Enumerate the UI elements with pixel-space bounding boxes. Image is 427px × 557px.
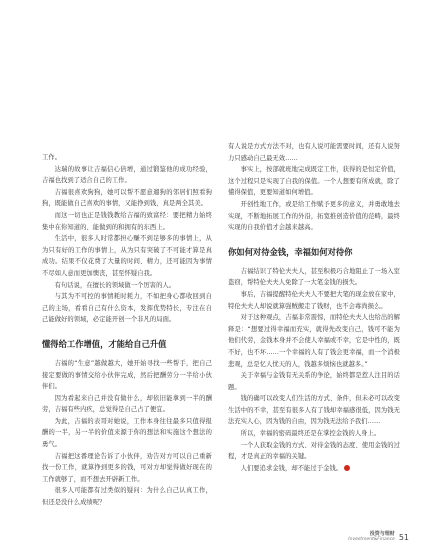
paragraph: 达瑞的故事让吉福信心倍增，通过锻鉴他的成功经验，吉福也找到了适合自己的工作。 bbox=[42, 165, 212, 185]
paragraph: 与其为不可控的事情耗时耗力，不如把身心都收回到自己的主场，看看自己有什么资本，发挥优势特长，专注在自己能做好的领域，必定能开创一个非凡的局面。 bbox=[42, 293, 212, 324]
paragraph: 生活中，很多人时常都担心赚不到足够多的事情上，从为只有好的工作的事情上，从为只有突破了不可能才算是真成功。结果不仅花费了大量的时间、精力，还可能因为事情不尽如人意而更加懊丧，甚至怀疑自我。 bbox=[42, 235, 212, 277]
paragraph: 吉福结识了特伦夫夫人，甚至积极巧合地阻止了一场入室盗窃，帮特伦夫夫人免除了一大笔金钱的损失。 bbox=[228, 267, 400, 287]
paragraph: 事后，吉福提醒特伦夫夫人不要把大笔的现金放在家中，特伦夫夫人却说就算强贼搬走了钱财，也不会毒尚损么。 bbox=[228, 290, 400, 310]
paragraph: 对于这种观点，吉福非常震惊，而特伦夫夫人也给出的解释是：“想要过得幸福而充实，就得先改变自己，钱可不能为他们代劳，金钱本身并不会使人幸福或不幸，它是中性的，既不好，也不坏……一个幸福的人有了钱会更幸福，而一个消极悲观，总是忆人忧天的人，钱越多烦恼也就越多。” bbox=[228, 314, 400, 368]
end-mark-icon bbox=[344, 465, 350, 471]
paragraph-text: 人们要追求金钱，却不能过于金钱。 bbox=[240, 464, 343, 472]
paragraph: 钱的确可以改变人们生活的方式、条件，但未必可以改变生活中的不幸，甚至有很多人有了钱却幸福感很低，因为钱无法充实人心，因为钱的自由，因为钱无法给予我们…… bbox=[228, 395, 400, 426]
paragraph: 工作。 bbox=[42, 154, 62, 161]
paragraph: 很多人可能都有过类似的疑问：为什么自己认真工作，但还是没什么成绩呢？ bbox=[42, 487, 212, 507]
magazine-name-cn: 投资与理财 bbox=[369, 531, 395, 537]
magazine-name-en: Investment&Finance bbox=[348, 537, 395, 542]
section-heading: 你如何对待金钱，幸福如何对待你 bbox=[228, 246, 353, 257]
paragraph: 为此，吉福的表哥对她说，工作本身往往最多只值得报酬的一半，另一半的价值来源于你的想法和实施这个想法的勇气。 bbox=[42, 417, 212, 449]
right-column bbox=[228, 141, 400, 474]
section-heading: 懂得给工作增值，才能给自己升值 bbox=[42, 338, 167, 349]
paragraph: 吉福很喜欢狗狗，她可以帮不愿意遛狗的邻居们照看狗狗，既能做自己喜欢的事情，又能挣到钱，真是两全其美。 bbox=[42, 188, 212, 208]
paragraph: 开创性地工作，或是给工作赋予更多的意义，并勇敢地去实现，不断地拓展工作的外沿，拓宽推创造价值的范畴，最终实现的自我价值才会越来越高。 bbox=[228, 200, 400, 232]
paragraph: 因为看起来自己并没有做什么，却依旧能拿到一半的酬劳，吉福有些内疚，总觉得是自己占了便宜。 bbox=[42, 394, 212, 414]
paragraph: 有句话说，在擅长的领域做一个厉害的人。 bbox=[54, 281, 176, 289]
paragraph bbox=[228, 463, 400, 475]
page-footer bbox=[348, 531, 409, 543]
left-column bbox=[42, 152, 212, 509]
paragraph: 关于幸福与金钱有无关系的争论，始终都是惹人注目的话题。 bbox=[228, 372, 400, 391]
paragraph: 而这一切也正是钱钱教给吉福的致富经：要把精力始终集中在你知道的、能做到的和拥有的东西上。 bbox=[42, 211, 212, 231]
paragraph: 吉福的“生意”越做越大，她开始寻找一些帮手，把自己接定要做的事情交给小伙伴完成，然后把酬劳分一半给小伙伴们。 bbox=[42, 359, 212, 391]
paragraph: 事实上，按部就班地完成既定工作，获得的是恒定价值，这个过程只是实现了自我的保值。一个人想要有所成就，除了懂得保值，更要知道如何增值。 bbox=[228, 166, 400, 197]
paragraph: 吉福把这番理论告诉了小伙伴，劝告对方可以自己重新找一份工作，就算挣到更多的钱，可对方却觉得做好现在的工作就够了，而不想去开辟新工作。 bbox=[42, 452, 212, 483]
magazine-logo bbox=[348, 531, 395, 543]
paragraph: 有人说是方式方法不对，也有人说可能需要时间，还有人说努力只感动自己最无效…… bbox=[228, 143, 400, 162]
paragraph: 一个人获取金钱的方式、对待金钱的态度、使用金钱的过程，才是真正的幸福的关键。 bbox=[228, 441, 400, 461]
page-number: 51 bbox=[398, 533, 409, 542]
paragraph: 所以，幸福的密码最终还是在掌控金钱的人身上。 bbox=[240, 430, 381, 438]
